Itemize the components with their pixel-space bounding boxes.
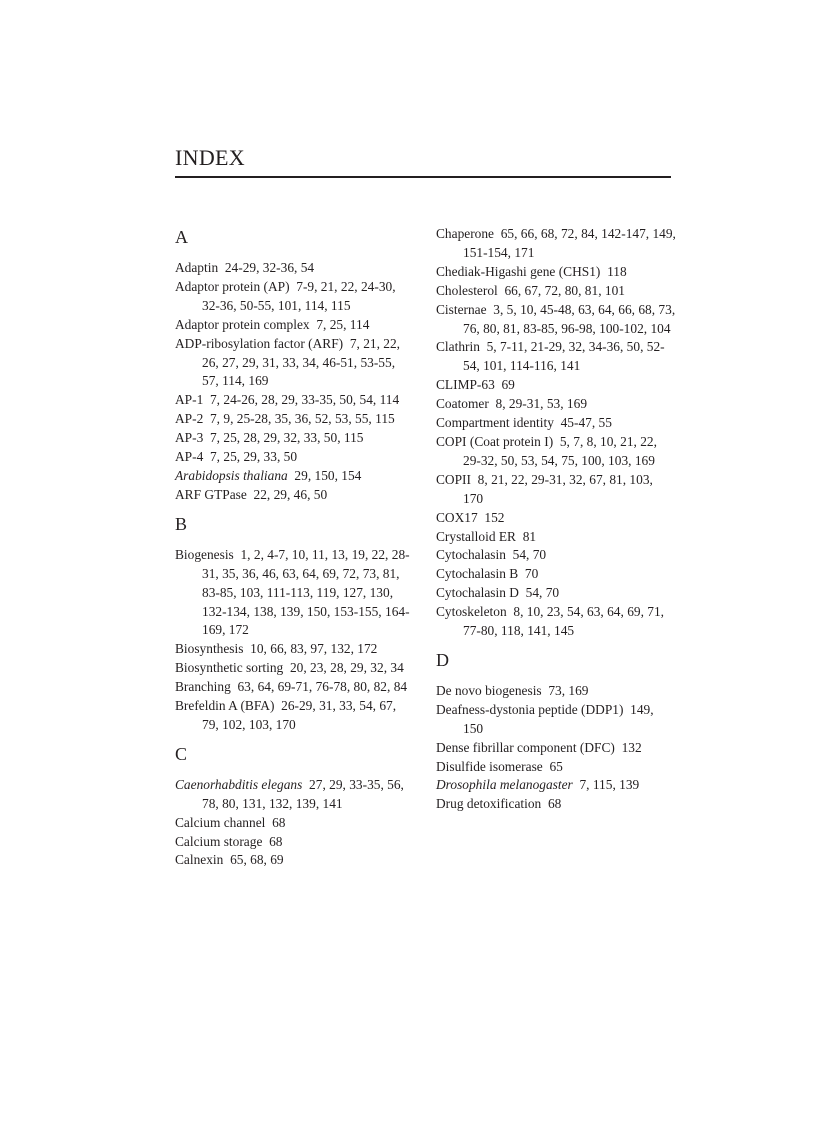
index-term: Calcium channel xyxy=(175,814,266,830)
index-entry xyxy=(175,776,415,814)
section-letter: C xyxy=(175,743,188,764)
index-entry xyxy=(175,678,415,697)
index-term: Adaptor protein complex xyxy=(175,316,310,332)
index-entry xyxy=(175,814,415,833)
index-pages: 132 xyxy=(621,739,642,755)
index-pages: 1, 2, 4-7, 10, 11, 13, 19, 22, 28-31, 35, 36, 46, 63, 64, 69, 72, 73, 81, 83-85, 103, 111-113, 119, 127, 130, 132-134, 138, 139, 150, 153-155, 164-169, 172 xyxy=(202,546,410,638)
index-pages: 22, 29, 46, 50 xyxy=(253,486,328,502)
index-entry xyxy=(175,659,415,678)
index-term: Cytochalasin xyxy=(436,547,506,563)
index-pages: 24-29, 32-36, 54 xyxy=(224,260,315,275)
index-term: ARF GTPase xyxy=(175,486,247,502)
index-entry xyxy=(436,282,676,301)
index-entry xyxy=(436,776,676,795)
index-pages: 118 xyxy=(607,263,627,279)
index-term: Clathrin xyxy=(436,339,480,355)
index-term: Arabidopsis thaliana xyxy=(175,467,288,483)
index-pages: 7, 25, 29, 33, 50 xyxy=(209,449,298,465)
index-entry xyxy=(436,301,676,339)
index-entry xyxy=(175,259,415,278)
index-term: Cytochalasin D xyxy=(436,585,519,601)
index-term: COX17 xyxy=(436,509,478,525)
index-pages: 10, 66, 83, 97, 132, 172 xyxy=(250,641,378,657)
index-pages: 68 xyxy=(547,796,562,812)
index-term: Drosophila melanogaster xyxy=(436,777,573,793)
section-letter: A xyxy=(175,227,188,247)
index-entry xyxy=(175,335,415,392)
index-term: Drug detoxification xyxy=(436,796,542,812)
index-term: Brefeldin A (BFA) xyxy=(175,698,275,714)
index-pages: 69 xyxy=(501,377,515,393)
index-entry xyxy=(436,603,676,641)
index-term: Deafness-dystonia peptide (DDP1) xyxy=(436,701,624,717)
index-pages: 5, 7, 8, 10, 21, 22, 29-32, 50, 53, 54, 75, 100, 103, 169 xyxy=(463,433,657,468)
index-entry xyxy=(436,433,676,471)
index-entry xyxy=(436,263,676,282)
index-entry xyxy=(175,391,415,410)
index-entry xyxy=(175,546,415,641)
index-pages: 54, 70 xyxy=(512,547,547,563)
index-pages: 81 xyxy=(522,528,537,544)
index-entry xyxy=(175,278,415,316)
index-entry xyxy=(175,448,415,467)
section-letter: D xyxy=(436,649,449,670)
index-entry xyxy=(175,316,415,335)
title-rule xyxy=(175,176,671,178)
index-entry xyxy=(436,701,676,739)
index-pages: 54, 70 xyxy=(525,585,560,601)
index-term: Adaptin xyxy=(175,260,219,275)
index-term: COPI (Coat protein I) xyxy=(436,433,554,449)
index-entry xyxy=(436,682,676,701)
index-term: Adaptor protein (AP) xyxy=(175,278,290,294)
index-entry xyxy=(175,467,415,486)
index-pages: 68 xyxy=(272,814,286,830)
index-pages: 7, 24-26, 28, 29, 33-35, 50, 54, 114 xyxy=(209,392,400,408)
index-entry xyxy=(175,486,415,505)
index-pages: 66, 67, 72, 80, 81, 101 xyxy=(504,282,625,298)
index-term: CLIMP-63 xyxy=(436,377,495,393)
index-term: Biosynthetic sorting xyxy=(175,660,284,676)
index-pages: 68 xyxy=(269,833,283,849)
index-term: Dense fibrillar component (DFC) xyxy=(436,739,615,755)
index-pages: 7, 25, 114 xyxy=(316,316,370,332)
index-term: Calnexin xyxy=(175,852,224,868)
index-entry xyxy=(436,395,676,414)
index-term: Cytoskeleton xyxy=(436,604,507,620)
index-term: Calcium storage xyxy=(175,833,263,849)
index-pages: 73, 169 xyxy=(548,682,589,698)
index-pages: 152 xyxy=(484,509,505,525)
index-pages: 45-47, 55 xyxy=(560,415,612,431)
index-term: Disulfide isomerase xyxy=(436,758,543,774)
index-term: AP-2 xyxy=(175,411,204,427)
index-pages: 7, 9, 25-28, 35, 36, 52, 53, 55, 115 xyxy=(209,411,395,427)
index-pages: 149, 150 xyxy=(463,701,654,736)
index-entry xyxy=(436,758,676,777)
index-term: Caenorhabditis elegans xyxy=(175,776,303,792)
index-pages: 29, 150, 154 xyxy=(294,467,362,483)
index-term: Crystalloid ER xyxy=(436,528,516,544)
index-term: Coatomer xyxy=(436,396,489,412)
index-entry xyxy=(436,565,676,584)
index-pages: 7, 25, 28, 29, 32, 33, 50, 115 xyxy=(209,430,364,446)
index-entry xyxy=(175,833,415,852)
page-title: INDEX xyxy=(175,145,245,170)
index-term: Biosynthesis xyxy=(175,641,244,657)
index-pages: 63, 64, 69-71, 76-78, 80, 82, 84 xyxy=(237,679,408,695)
index-pages: 27, 29, 33-35, 56, 78, 80, 131, 132, 139, 141 xyxy=(202,776,404,811)
index-term: Compartment identity xyxy=(436,415,554,431)
index-entry xyxy=(436,338,676,376)
index-term: AP-3 xyxy=(175,430,204,446)
index-term: Cytochalasin B xyxy=(436,566,519,582)
index-pages: 8, 10, 23, 54, 63, 64, 69, 71, 77-80, 118, 141, 145 xyxy=(463,604,665,639)
index-term: Branching xyxy=(175,679,231,695)
index-entry xyxy=(175,851,415,870)
index-term: Chaperone xyxy=(436,226,495,241)
index-pages: 7, 21, 22, 26, 27, 29, 31, 33, 34, 46-51, 53-55, 57, 114, 169 xyxy=(202,335,401,389)
index-term: Cisternae xyxy=(436,301,487,317)
index-entry xyxy=(436,528,676,547)
index-pages: 7, 115, 139 xyxy=(579,777,640,793)
index-pages: 20, 23, 28, 29, 32, 34 xyxy=(289,660,404,676)
index-pages: 8, 21, 22, 29-31, 32, 67, 81, 103, 170 xyxy=(463,471,653,506)
index-entry xyxy=(175,640,415,659)
index-entry xyxy=(436,414,676,433)
section-letter: B xyxy=(175,513,188,534)
index-entry xyxy=(436,584,676,603)
index-entry xyxy=(436,376,676,395)
index-entry xyxy=(175,429,415,448)
index-entry xyxy=(436,471,676,509)
index-term: De novo biogenesis xyxy=(436,682,542,698)
index-entry xyxy=(436,225,676,263)
index-entry xyxy=(436,509,676,528)
index-term: COPII xyxy=(436,471,471,487)
index-pages: 65 xyxy=(549,758,563,774)
index-term: AP-1 xyxy=(175,392,204,408)
index-term: AP-4 xyxy=(175,449,204,465)
index-pages: 65, 68, 69 xyxy=(230,852,284,868)
index-pages: 26-29, 31, 33, 54, 67, 79, 102, 103, 170 xyxy=(202,698,397,732)
index-column-right xyxy=(436,225,676,814)
index-term: Chediak-Higashi gene (CHS1) xyxy=(436,263,601,279)
index-pages: 70 xyxy=(524,566,539,582)
index-term: ADP-ribosylation factor (ARF) xyxy=(175,335,344,351)
index-entry xyxy=(436,546,676,565)
index-column-left xyxy=(175,225,415,870)
index-entry xyxy=(175,697,415,735)
index-pages: 8, 29-31, 53, 169 xyxy=(495,396,588,412)
index-pages: 5, 7-11, 21-29, 32, 34-36, 50, 52-54, 101, 114-116, 141 xyxy=(463,339,665,374)
index-pages: 65, 66, 68, 72, 84, 142-147, 149, 151-154, 171 xyxy=(463,226,676,260)
index-pages: 3, 5, 10, 45-48, 63, 64, 66, 68, 73, 76, 80, 81, 83-85, 96-98, 100-102, 104 xyxy=(463,301,676,336)
index-entry xyxy=(436,739,676,758)
index-term: Biogenesis xyxy=(175,546,234,562)
index-entry xyxy=(175,410,415,429)
index-term: Cholesterol xyxy=(436,282,498,298)
index-pages: 7-9, 21, 22, 24-30, 32-36, 50-55, 101, 114, 115 xyxy=(202,278,396,313)
index-entry xyxy=(436,795,676,814)
